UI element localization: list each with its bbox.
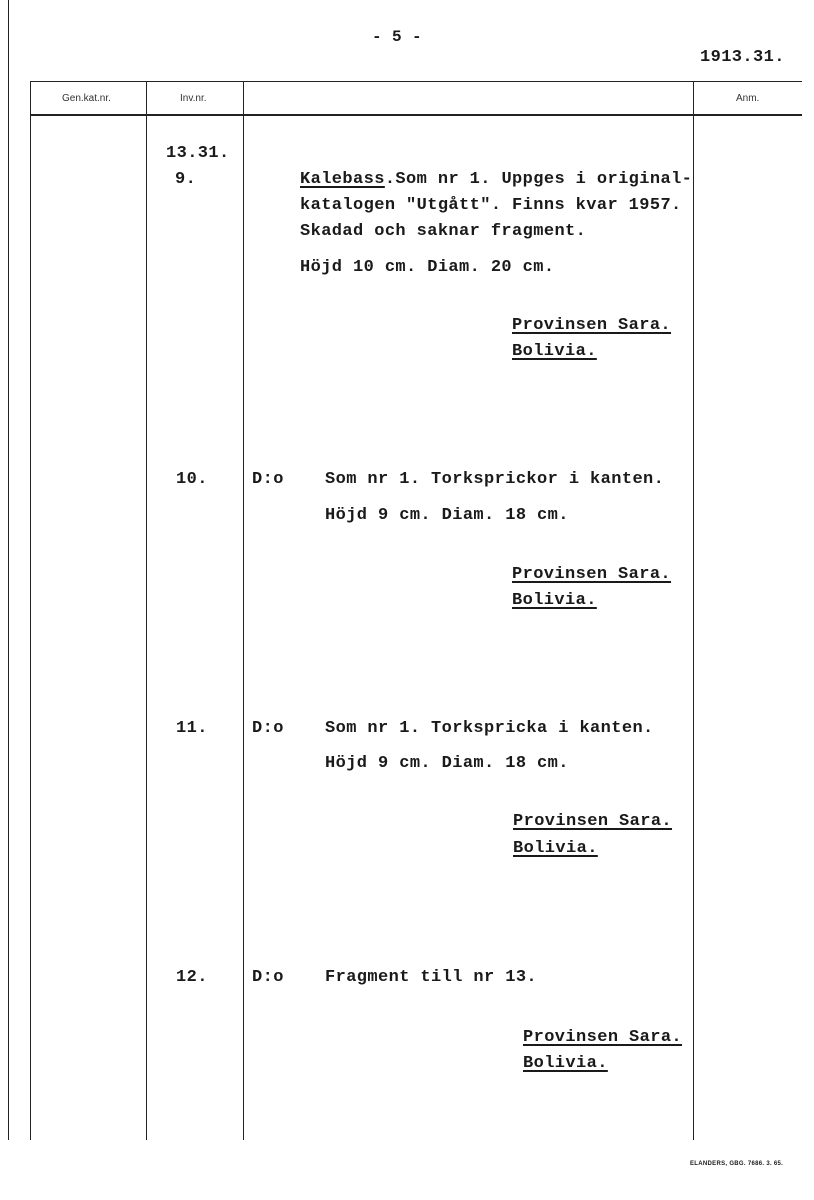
description-line-2: katalogen "Utgått". Finns kvar 1957. xyxy=(300,196,682,215)
measurements: Höjd 9 cm. Diam. 18 cm. xyxy=(325,754,569,773)
left-margin-rule xyxy=(8,0,9,1140)
province: Provinsen Sara. xyxy=(523,1028,683,1047)
column-divider-2 xyxy=(146,81,147,1140)
province: Provinsen Sara. xyxy=(512,565,672,584)
ditto-label: D:o xyxy=(252,968,284,987)
description-line-1-rest: .Som nr 1. Uppges i original- xyxy=(384,170,693,189)
printer-footer: ELANDERS, GBG. 7686. 3. 65. xyxy=(690,1161,784,1167)
measurements: Höjd 10 cm. Diam. 20 cm. xyxy=(300,258,555,277)
object-name: Kalebass xyxy=(300,170,385,189)
inv-prefix: 13.31. xyxy=(166,144,230,163)
column-divider-1 xyxy=(30,81,31,1140)
column-divider-3 xyxy=(243,81,244,1140)
country: Bolivia. xyxy=(513,839,598,858)
inv-number: 9. xyxy=(175,170,197,189)
country: Bolivia. xyxy=(512,342,597,361)
province: Provinsen Sara. xyxy=(513,812,673,831)
description: Som nr 1. Torkspricka i kanten. xyxy=(325,719,654,738)
column-divider-4 xyxy=(693,81,694,1140)
inv-number: 11. xyxy=(176,719,208,738)
ditto-label: D:o xyxy=(252,470,284,489)
column-header-anm: Anm. xyxy=(736,93,760,104)
province: Provinsen Sara. xyxy=(512,316,672,335)
column-header-inv-nr: Inv.nr. xyxy=(180,93,207,104)
measurements: Höjd 9 cm. Diam. 18 cm. xyxy=(325,506,569,525)
description: Som nr 1. Torksprickor i kanten. xyxy=(325,470,665,489)
inv-number: 12. xyxy=(176,968,208,987)
inv-number: 10. xyxy=(176,470,208,489)
country: Bolivia. xyxy=(512,591,597,610)
description: Fragment till nr 13. xyxy=(325,968,538,987)
description-line-3: Skadad och saknar fragment. xyxy=(300,222,587,241)
country: Bolivia. xyxy=(523,1054,608,1073)
ditto-label: D:o xyxy=(252,719,284,738)
column-header-gen-kat-nr: Gen.kat.nr. xyxy=(62,93,111,104)
description-line-1 xyxy=(300,170,692,189)
catalog-id: 1913.31. xyxy=(700,48,785,67)
page-number: - 5 - xyxy=(372,28,423,46)
